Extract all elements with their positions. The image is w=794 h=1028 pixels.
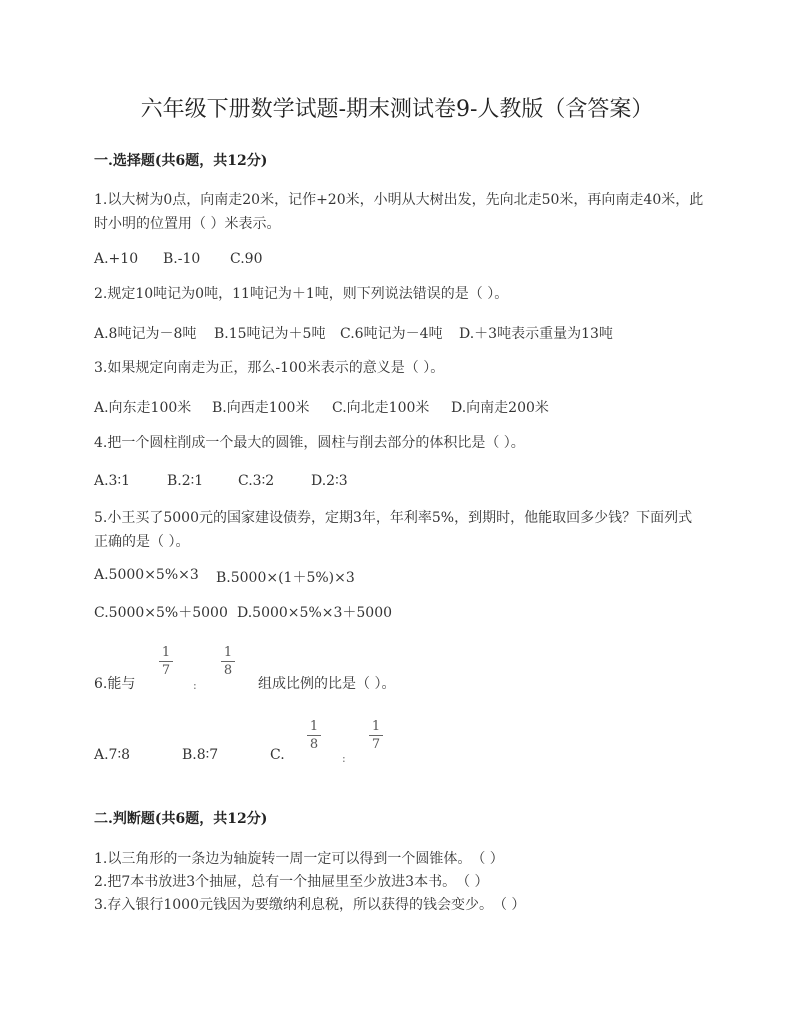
- fraction-bar: [221, 661, 235, 662]
- fraction-numerator: 1: [371, 719, 381, 734]
- q6-option-b: B.8∶7: [182, 747, 219, 763]
- q4-option-c: C.3∶2: [238, 473, 275, 489]
- judgment-item-3: 3.存入银行1000元钱因为要缴纳利息税，所以获得的钱会变少。 （ ）: [94, 897, 526, 913]
- question-6-suffix: 组成比例的比是（ ）。: [258, 676, 396, 692]
- fraction-denominator: 8: [223, 663, 233, 678]
- question-1-text: 1.以大树为0点，向南走20米，记作+20米，小明从大树出发，先向北走50米，再向南走40米，此时小明的位置用（ ）米表示。: [94, 192, 704, 232]
- q6-ratio-colon: :: [193, 679, 197, 692]
- q3-option-b: B.向西走100米: [212, 400, 310, 416]
- fraction-bar: [369, 735, 383, 736]
- q2-option-d: D.＋3吨表示重量为13吨: [459, 326, 613, 342]
- q5-option-c: C.5000×5%＋5000: [94, 605, 228, 621]
- q6-option-c-fraction-one-seventh: [367, 719, 385, 752]
- q6-option-a: A.7∶8: [94, 747, 131, 763]
- q6-option-c: C.: [270, 747, 285, 763]
- section2-heading: 二.判断题(共6题，共12分): [94, 811, 268, 827]
- q4-option-b: B.2∶1: [167, 473, 204, 489]
- question-6-prefix: 6.能与: [94, 676, 136, 692]
- fraction-denominator: 7: [371, 737, 381, 752]
- q6-fraction-one-seventh: [157, 645, 175, 678]
- fraction-numerator: 1: [309, 719, 319, 734]
- question-5-text: 5.小王买了5000元的国家建设债券，定期3年，年利率5%，到期时，他能取回多少钱？下面列式正确的是（ ）。: [94, 510, 693, 550]
- fraction-numerator: 1: [161, 645, 171, 660]
- q1-option-c: C.90: [230, 251, 263, 267]
- q6-option-c-colon: :: [342, 752, 346, 765]
- q5-option-b: B.5000×(1＋5%)×3: [216, 570, 355, 586]
- fraction-numerator: 1: [223, 645, 233, 660]
- fraction-denominator: 8: [309, 737, 319, 752]
- q4-option-d: D.2∶3: [311, 473, 348, 489]
- fraction-bar: [159, 661, 173, 662]
- q3-option-c: C.向北走100米: [332, 400, 430, 416]
- judgment-item-2: 2.把7本书放进3个抽屉，总有一个抽屉里至少放进3本书。 （ ）: [94, 874, 489, 890]
- q5-option-d: D.5000×5%×3＋5000: [237, 605, 393, 621]
- fraction-denominator: 7: [161, 663, 171, 678]
- q3-option-a: A.向东走100米: [94, 400, 192, 416]
- q3-option-d: D.向南走200米: [451, 400, 549, 416]
- section1-heading: 一.选择题(共6题，共12分): [94, 153, 268, 169]
- judgment-item-1: 1.以三角形的一条边为轴旋转一周一定可以得到一个圆锥体。 （ ）: [94, 851, 504, 867]
- q2-option-b: B.15吨记为＋5吨: [214, 326, 326, 342]
- question-2-text: 2.规定10吨记为0吨，11吨记为＋1吨，则下列说法错误的是（ ）。: [94, 286, 509, 302]
- q5-option-a: A.5000×5%×3: [94, 567, 199, 583]
- q2-option-c: C.6吨记为－4吨: [340, 326, 443, 342]
- q2-option-a: A.8吨记为－8吨: [94, 326, 197, 342]
- question-3-text: 3.如果规定向南走为正，那么-100米表示的意义是（ ）。: [94, 360, 445, 376]
- q6-fraction-one-eighth: [219, 645, 237, 678]
- q1-option-b: B.-10: [163, 251, 201, 267]
- q1-option-a: A.+10: [94, 251, 139, 267]
- q4-option-a: A.3∶1: [94, 473, 131, 489]
- document-title: 六年级下册数学试题-期末测试卷9-人教版（含答案）: [140, 97, 654, 122]
- q6-option-c-fraction-one-eighth: [305, 719, 323, 752]
- question-4-text: 4.把一个圆柱削成一个最大的圆锥，圆柱与削去部分的体积比是（ ）。: [94, 435, 525, 451]
- fraction-bar: [307, 735, 321, 736]
